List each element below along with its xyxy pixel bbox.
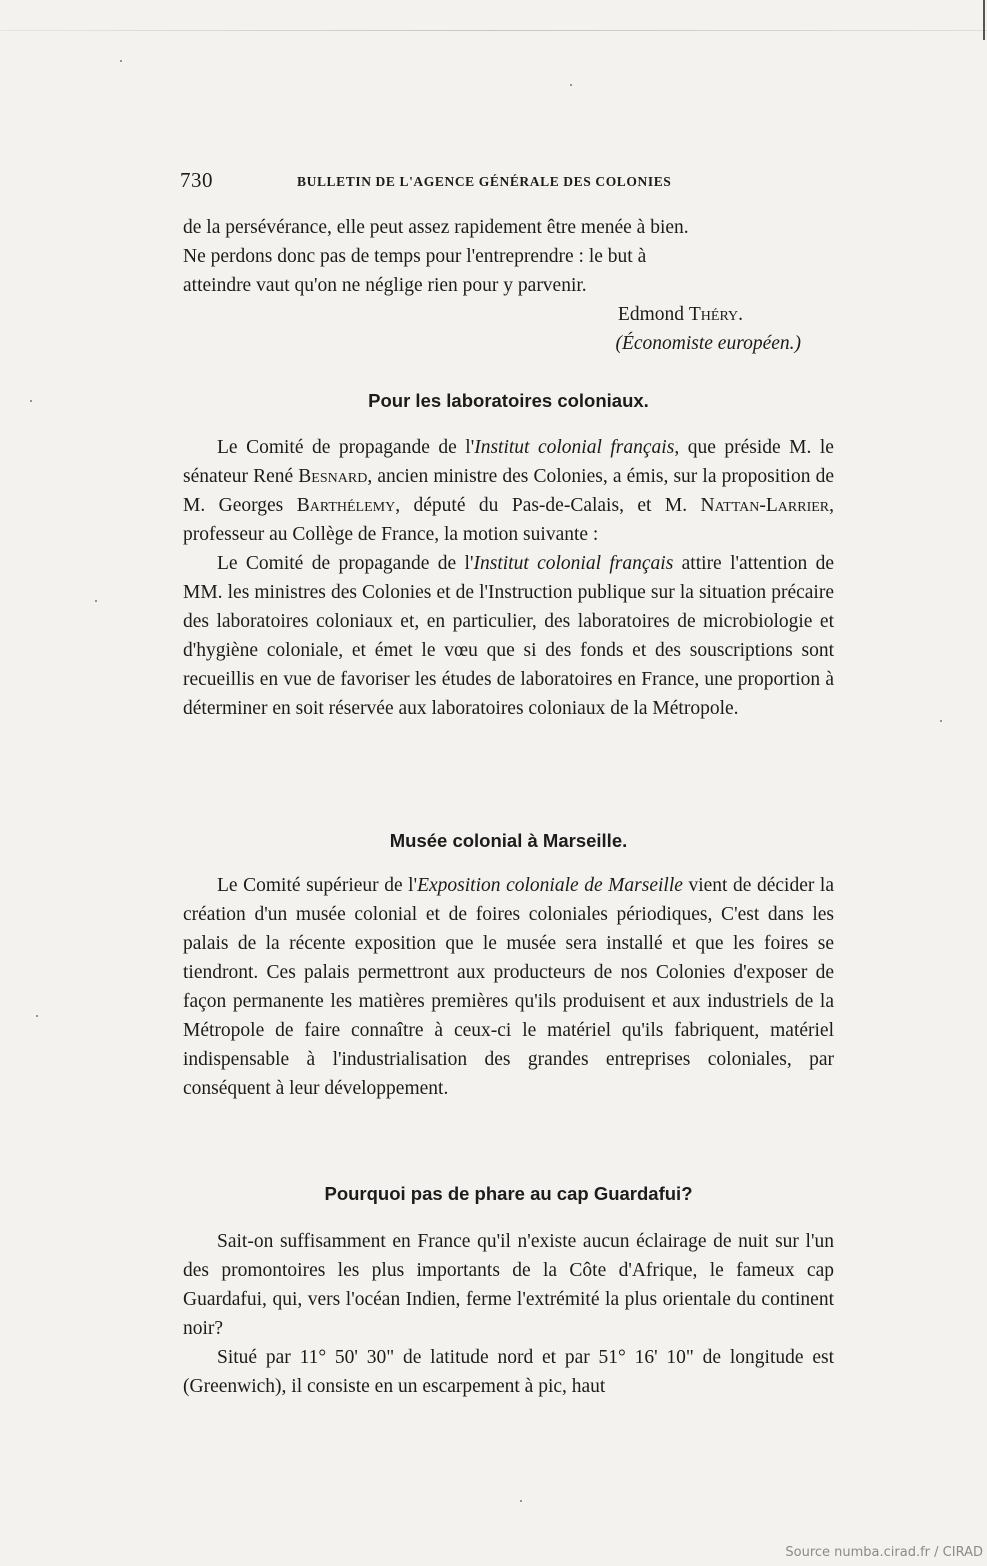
section-heading-phare: Pourquoi pas de phare au cap Guardafui? <box>324 1183 693 1204</box>
intro-line: Ne perdons donc pas de temps pour l'entreprendre : le but à <box>183 246 647 267</box>
section-musee-body <box>183 871 834 1103</box>
running-title: BULLETIN DE L'AGENCE GÉNÉRALE DES COLONIES <box>297 174 672 189</box>
scan-speck <box>30 400 32 402</box>
section-laboratoires-body <box>183 433 834 723</box>
scan-speck <box>570 84 572 86</box>
intro-line: de la persévérance, elle peut assez rapidement être menée à bien. <box>183 217 689 238</box>
source-citation: (Économiste européen.) <box>615 333 801 354</box>
page-number: 730 <box>180 168 213 192</box>
scan-speck <box>940 720 942 722</box>
scan-speck <box>120 60 122 62</box>
paragraph: Sait-on suffisamment en France qu'il n'existe aucun éclairage de nuit sur l'un des promontoires les plus importants de la Côte d'Afrique, le fameux cap Guardafui, qui, vers l'océan Indien, ferme l'extrémité la plus orientale du continent noir? <box>183 1231 834 1339</box>
section-phare-body <box>183 1227 834 1401</box>
section-heading-musee: Musée colonial à Marseille. <box>389 830 628 851</box>
page-header <box>180 168 830 198</box>
scan-speck <box>36 1015 38 1017</box>
intro-line: atteindre vaut qu'on ne néglige rien pour y parvenir. <box>183 275 587 296</box>
paragraph: Le Comité de propagande de l'Institut colonial français, que préside M. le sénateur René Besnard, ancien ministre des Colonies, a émis, sur la proposition de M. Georges Barthélemy, député du Pas-de-Calais, et M. Nattan-Larrier, professeur au Collège de France, la motion suivante : <box>183 437 834 545</box>
scan-speck <box>95 600 97 602</box>
source-credit: Source numba.cirad.fr / CIRAD <box>785 1545 983 1560</box>
scan-border-line <box>0 30 987 31</box>
paragraph: Situé par 11° 50' 30" de latitude nord et par 51° 16' 10" de longitude est (Greenwich), il consiste en un escarpement à pic, haut <box>183 1347 834 1397</box>
paragraph: Le Comité supérieur de l'Exposition coloniale de Marseille vient de décider la création d'un musée colonial et de foires coloniales périodiques, C'est dans les palais de la récente exposition que le musée sera installé et que les foires se tiendront. Ces palais permettront aux producteurs de nos Colonies d'exposer de façon permanente les matières premières qu'ils produisent et aux industriels de la Métropole de faire connaître à ceux-ci le matériel qu'ils fabriquent, matériel indispensable à l'industrialisation des grandes entreprises coloniales, par conséquent à leur développement. <box>183 875 834 1099</box>
paragraph: Le Comité de propagande de l'Institut colonial français attire l'attention de MM. les ministres des Colonies et de l'Instruction publique sur la situation précaire des laboratoires coloniaux et, en particulier, des laboratoires de microbiologie et d'hygiène coloniale, et émet le vœu que si des fonds et des souscriptions sont recueillis en vue de favoriser les études de laboratoires en France, une proportion à déterminer en soit réservée aux laboratoires coloniaux de la Métropole. <box>183 553 834 719</box>
section-heading-laboratoires: Pour les laboratoires coloniaux. <box>368 390 649 411</box>
intro-block <box>183 213 834 358</box>
author-signature: Edmond Théry. <box>617 304 743 325</box>
scan-speck <box>520 1500 522 1502</box>
scan-edge-mark <box>983 0 985 40</box>
